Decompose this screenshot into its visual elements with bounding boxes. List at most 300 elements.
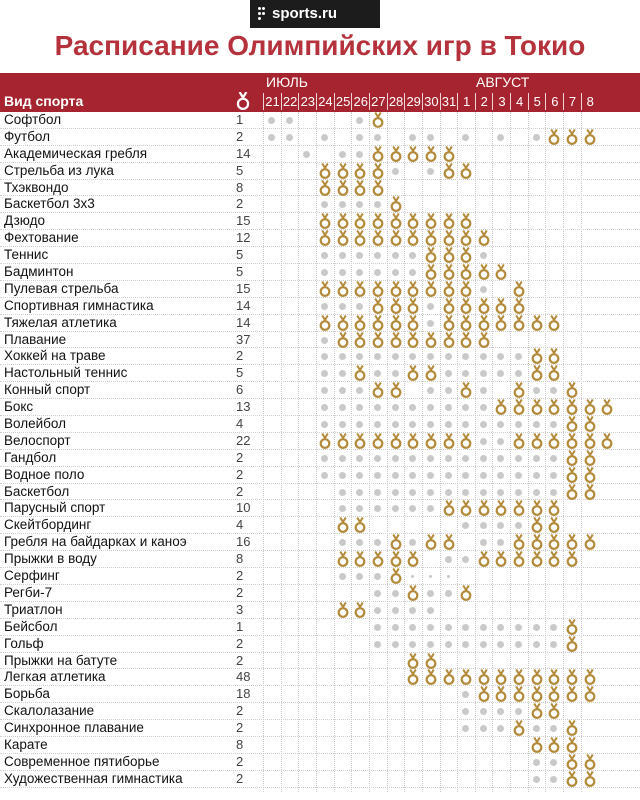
- medal-icon: [528, 669, 545, 685]
- competition-dot: [351, 534, 368, 550]
- sport-name: Регби-7: [4, 584, 53, 600]
- medal-icon: [563, 382, 580, 398]
- table-row: [0, 247, 640, 264]
- medal-icon: [351, 213, 368, 229]
- competition-dot: [510, 416, 527, 432]
- competition-dot: [475, 517, 492, 533]
- sport-name: Баскетбол 3х3: [4, 196, 95, 212]
- sport-name: Футбол: [4, 128, 51, 144]
- competition-dot: [422, 129, 439, 145]
- medal-icon: [510, 669, 527, 685]
- competition-dot: [422, 450, 439, 466]
- competition-dot: [492, 517, 509, 533]
- medal-icon: [510, 686, 527, 702]
- sport-name: Гольф: [4, 635, 44, 651]
- medal-count: 14: [236, 314, 251, 330]
- competition-dot: [492, 534, 509, 550]
- sport-name: Серфинг: [4, 568, 60, 584]
- competition-dot: [404, 416, 421, 432]
- competition-dot: [422, 602, 439, 618]
- logo-dots-icon: [258, 7, 266, 21]
- sport-name: Водное поло: [4, 466, 85, 482]
- medal-icon: [475, 551, 492, 567]
- medal-icon: [492, 315, 509, 331]
- competition-dot: [387, 636, 404, 652]
- medal-count: 2: [236, 568, 244, 584]
- competition-dot: [334, 500, 351, 516]
- competition-dot: [475, 450, 492, 466]
- medal-icon: [351, 230, 368, 246]
- medal-icon: [528, 433, 545, 449]
- medal-icon: [492, 669, 509, 685]
- medal-icon: [510, 281, 527, 297]
- competition-dot: [545, 416, 562, 432]
- medal-icon: [369, 433, 386, 449]
- medal-icon: [351, 332, 368, 348]
- day-header: 30: [422, 93, 440, 110]
- sport-name: Синхронное плавание: [4, 720, 144, 736]
- sport-name: Скейтбординг: [4, 517, 92, 533]
- competition-dot: [369, 568, 386, 584]
- competition-dot: [457, 551, 474, 567]
- medal-count: 6: [236, 382, 244, 398]
- medal-icon: [387, 433, 404, 449]
- sport-name: Бейсбол: [4, 618, 58, 634]
- sport-name: Скалолазание: [4, 703, 95, 719]
- medal-icon: [422, 230, 439, 246]
- medal-icon: [351, 281, 368, 297]
- competition-dot: [510, 450, 527, 466]
- competition-dot: [263, 112, 280, 128]
- competition-dot: [457, 416, 474, 432]
- table-row: [0, 450, 640, 467]
- medal-icon: [492, 399, 509, 415]
- medal-icon: [492, 264, 509, 280]
- sport-name: Художественная гимнастика: [4, 770, 183, 786]
- medal-icon: [316, 315, 333, 331]
- sport-name: Хоккей на траве: [4, 348, 106, 364]
- medal-icon: [316, 180, 333, 196]
- table-row: [0, 129, 640, 146]
- competition-dot: [387, 365, 404, 381]
- medal-icon: [387, 382, 404, 398]
- day-header: 8: [581, 93, 599, 110]
- medal-icon: [581, 484, 598, 500]
- day-header: 3: [492, 93, 510, 110]
- table-row: [0, 281, 640, 298]
- medal-icon: [528, 517, 545, 533]
- table-row: [0, 484, 640, 501]
- day-header: 4: [510, 93, 528, 110]
- competition-dot: [440, 467, 457, 483]
- medal-icon: [563, 433, 580, 449]
- competition-dot: [475, 348, 492, 364]
- sport-name: Академическая гребля: [4, 145, 148, 161]
- competition-dot: [422, 484, 439, 500]
- medal-icon: [369, 315, 386, 331]
- competition-dot: [316, 298, 333, 314]
- competition-dot: [457, 619, 474, 635]
- table-row: [0, 720, 640, 737]
- sport-name: Триатлон: [4, 601, 63, 617]
- medal-icon: [440, 500, 457, 516]
- competition-dot: [545, 771, 562, 787]
- medal-icon: [369, 213, 386, 229]
- competition-dot: [440, 619, 457, 635]
- table-row: [0, 500, 640, 517]
- competition-dot: [457, 484, 474, 500]
- medal-icon: [334, 433, 351, 449]
- competition-dot: [334, 247, 351, 263]
- competition-dot: [492, 365, 509, 381]
- table-row: [0, 467, 640, 484]
- medal-icon: [510, 298, 527, 314]
- medal-icon: [457, 382, 474, 398]
- medal-icon: [492, 500, 509, 516]
- medal-icon: [563, 399, 580, 415]
- day-header: 23: [298, 93, 316, 110]
- sport-name: Гребля на байдарках и каноэ: [4, 534, 187, 550]
- medal-count: 14: [236, 297, 251, 313]
- medal-icon: [369, 163, 386, 179]
- competition-dot: [528, 771, 545, 787]
- table-row: [0, 365, 640, 382]
- competition-dot: [422, 585, 439, 601]
- sport-name: Софтбол: [4, 112, 62, 127]
- medal-count: 37: [236, 331, 251, 347]
- medal-count-icon: [236, 92, 250, 110]
- competition-dot: [404, 534, 421, 550]
- medal-icon: [404, 146, 421, 162]
- competition-dot: [528, 467, 545, 483]
- competition-dot: [387, 247, 404, 263]
- competition-dot: [404, 619, 421, 635]
- medal-icon: [334, 517, 351, 533]
- medal-icon: [475, 230, 492, 246]
- medal-icon: [422, 146, 439, 162]
- day-header: 29: [404, 93, 422, 110]
- competition-dot: [510, 703, 527, 719]
- medal-icon: [369, 230, 386, 246]
- medal-icon: [422, 669, 439, 685]
- competition-dot: [528, 720, 545, 736]
- table-row: [0, 737, 640, 754]
- table-row: [0, 619, 640, 636]
- table-row: [0, 771, 640, 788]
- competition-dot: [475, 281, 492, 297]
- competition-dot: [369, 450, 386, 466]
- day-header: 24: [316, 93, 334, 110]
- medal-icon: [351, 365, 368, 381]
- medal-count: 18: [236, 686, 251, 702]
- medal-icon: [404, 332, 421, 348]
- competition-dot: [369, 500, 386, 516]
- competition-dot: [422, 467, 439, 483]
- medal-icon: [510, 382, 527, 398]
- competition-dot: [528, 450, 545, 466]
- medal-icon: [528, 686, 545, 702]
- competition-dot: [369, 534, 386, 550]
- competition-dot: [528, 129, 545, 145]
- competition-dot: [422, 619, 439, 635]
- sport-name: Бадминтон: [4, 264, 74, 280]
- competition-dot: [316, 382, 333, 398]
- competition-dot: [528, 619, 545, 635]
- competition-dot: [545, 619, 562, 635]
- competition-dot: [440, 551, 457, 567]
- competition-dot: [351, 399, 368, 415]
- competition-dot: [475, 467, 492, 483]
- medal-icon: [422, 247, 439, 263]
- medal-icon: [457, 230, 474, 246]
- competition-dot: [492, 636, 509, 652]
- medal-count: 1: [236, 112, 244, 127]
- sport-name: Современное пятиборье: [4, 753, 160, 769]
- medal-icon: [440, 230, 457, 246]
- medal-icon: [528, 500, 545, 516]
- medal-icon: [422, 281, 439, 297]
- medal-icon: [334, 230, 351, 246]
- medal-icon: [581, 534, 598, 550]
- medal-icon: [440, 315, 457, 331]
- competition-dot: [334, 146, 351, 162]
- competition-dot: [316, 348, 333, 364]
- competition-dot: [369, 467, 386, 483]
- schedule-table: [0, 112, 640, 788]
- competition-dot: [492, 703, 509, 719]
- competition-dot: [440, 399, 457, 415]
- medal-count: 2: [236, 703, 244, 719]
- medal-icon: [563, 450, 580, 466]
- medal-icon: [351, 180, 368, 196]
- medal-icon: [563, 754, 580, 770]
- competition-dot: [316, 467, 333, 483]
- medal-icon: [545, 517, 562, 533]
- table-row: [0, 382, 640, 399]
- medal-icon: [334, 180, 351, 196]
- competition-dot: [316, 196, 333, 212]
- medal-icon: [563, 619, 580, 635]
- medal-icon: [404, 298, 421, 314]
- medal-icon: [351, 163, 368, 179]
- medal-icon: [387, 213, 404, 229]
- competition-dot: [369, 416, 386, 432]
- medal-count: 2: [236, 635, 244, 651]
- medal-icon: [369, 332, 386, 348]
- competition-dot: [440, 365, 457, 381]
- day-header: 6: [545, 93, 563, 110]
- competition-dot: [475, 382, 492, 398]
- medal-icon: [387, 315, 404, 331]
- medal-icon: [404, 653, 421, 669]
- medal-count: 10: [236, 500, 251, 516]
- medal-icon: [440, 332, 457, 348]
- competition-dot: [440, 382, 457, 398]
- medal-icon: [369, 298, 386, 314]
- competition-dot: [298, 146, 315, 162]
- competition-dot: [545, 450, 562, 466]
- sport-name: Прыжки на батуте: [4, 652, 118, 668]
- competition-dot: [492, 450, 509, 466]
- table-row: [0, 399, 640, 416]
- competition-dot: [422, 416, 439, 432]
- medal-icon: [422, 365, 439, 381]
- medal-icon: [440, 281, 457, 297]
- medal-icon: [387, 534, 404, 550]
- medal-count: 12: [236, 230, 251, 246]
- day-header: 27: [369, 93, 387, 110]
- competition-dot: [334, 568, 351, 584]
- competition-dot: [316, 332, 333, 348]
- medal-count: 3: [236, 601, 244, 617]
- medal-count: 4: [236, 416, 244, 432]
- competition-dot: [334, 450, 351, 466]
- sport-name: Настольный теннис: [4, 365, 128, 381]
- competition-dot: [457, 467, 474, 483]
- medal-icon: [440, 146, 457, 162]
- medal-icon: [440, 298, 457, 314]
- competition-dot: [422, 163, 439, 179]
- medal-icon: [457, 298, 474, 314]
- medal-icon: [334, 602, 351, 618]
- competition-dot: [440, 450, 457, 466]
- medal-icon: [387, 551, 404, 567]
- competition-dot: [545, 720, 562, 736]
- medal-icon: [316, 281, 333, 297]
- medal-icon: [581, 129, 598, 145]
- competition-dot: [387, 416, 404, 432]
- medal-icon: [316, 433, 333, 449]
- competition-dot: [475, 703, 492, 719]
- competition-dot: [440, 484, 457, 500]
- competition-dot: [492, 484, 509, 500]
- competition-dot: [457, 517, 474, 533]
- medal-icon: [563, 551, 580, 567]
- medal-icon: [545, 365, 562, 381]
- medal-count: 14: [236, 145, 251, 161]
- table-row: [0, 213, 640, 230]
- medal-icon: [545, 737, 562, 753]
- competition-dot: [422, 382, 439, 398]
- medal-icon: [475, 264, 492, 280]
- medal-icon: [334, 315, 351, 331]
- competition-dot: [369, 585, 386, 601]
- medal-icon: [581, 399, 598, 415]
- medal-icon: [581, 669, 598, 685]
- competition-dot: [492, 129, 509, 145]
- page-title: Расписание Олимпийских игр в Токио: [54, 30, 586, 61]
- medal-icon: [387, 230, 404, 246]
- competition-dot: [387, 484, 404, 500]
- medal-icon: [563, 669, 580, 685]
- medal-icon: [387, 196, 404, 212]
- sport-name: Пулевая стрельба: [4, 280, 119, 296]
- competition-dot: [334, 416, 351, 432]
- competition-dot: [263, 129, 280, 145]
- medal-icon: [545, 433, 562, 449]
- sports-ru-logo[interactable]: [250, 0, 380, 28]
- competition-dot: [475, 365, 492, 381]
- sport-name: Баскетбол: [4, 483, 70, 499]
- medal-icon: [457, 213, 474, 229]
- sport-name: Стрельба из лука: [4, 162, 114, 178]
- medal-icon: [440, 534, 457, 550]
- competition-dot: [510, 348, 527, 364]
- competition-dot: [387, 399, 404, 415]
- medal-count: 2: [236, 753, 244, 769]
- sport-name: Легкая атлетика: [4, 669, 106, 685]
- table-row: [0, 568, 640, 585]
- competition-dot: [369, 602, 386, 618]
- medal-icon: [440, 163, 457, 179]
- medal-count: 5: [236, 365, 244, 381]
- medal-icon: [563, 467, 580, 483]
- medal-count: 8: [236, 736, 244, 752]
- competition-dot: [351, 348, 368, 364]
- competition-dot: [351, 416, 368, 432]
- medal-icon: [545, 534, 562, 550]
- table-row: [0, 653, 640, 670]
- competition-dot: [351, 264, 368, 280]
- medal-icon: [510, 500, 527, 516]
- medal-icon: [404, 433, 421, 449]
- medal-icon: [598, 399, 615, 415]
- medal-icon: [334, 163, 351, 179]
- medal-count: 1: [236, 618, 244, 634]
- small-competition-dot: [440, 568, 457, 584]
- competition-dot: [351, 382, 368, 398]
- competition-dot: [475, 484, 492, 500]
- table-row: [0, 416, 640, 433]
- table-row: [0, 230, 640, 247]
- sport-name: Волейбол: [4, 416, 66, 432]
- competition-dot: [545, 484, 562, 500]
- medal-count: 2: [236, 128, 244, 144]
- competition-dot: [351, 298, 368, 314]
- medal-icon: [581, 433, 598, 449]
- competition-dot: [440, 585, 457, 601]
- competition-dot: [457, 720, 474, 736]
- medal-icon: [387, 568, 404, 584]
- medal-icon: [510, 534, 527, 550]
- medal-icon: [351, 602, 368, 618]
- competition-dot: [334, 467, 351, 483]
- medal-icon: [457, 163, 474, 179]
- medal-icon: [422, 534, 439, 550]
- medal-icon: [528, 534, 545, 550]
- medal-count: 2: [236, 466, 244, 482]
- competition-dot: [369, 636, 386, 652]
- sport-name: Парусный спорт: [4, 500, 106, 516]
- competition-dot: [387, 467, 404, 483]
- competition-dot: [510, 636, 527, 652]
- medal-icon: [334, 332, 351, 348]
- competition-dot: [316, 264, 333, 280]
- competition-dot: [422, 315, 439, 331]
- medal-count: 2: [236, 449, 244, 465]
- medal-icon: [545, 703, 562, 719]
- competition-dot: [404, 484, 421, 500]
- medal-icon: [334, 281, 351, 297]
- medal-icon: [387, 332, 404, 348]
- medal-icon: [545, 686, 562, 702]
- competition-dot: [404, 602, 421, 618]
- table-row: [0, 348, 640, 365]
- medal-icon: [528, 703, 545, 719]
- competition-dot: [387, 450, 404, 466]
- medal-icon: [563, 534, 580, 550]
- medal-icon: [387, 146, 404, 162]
